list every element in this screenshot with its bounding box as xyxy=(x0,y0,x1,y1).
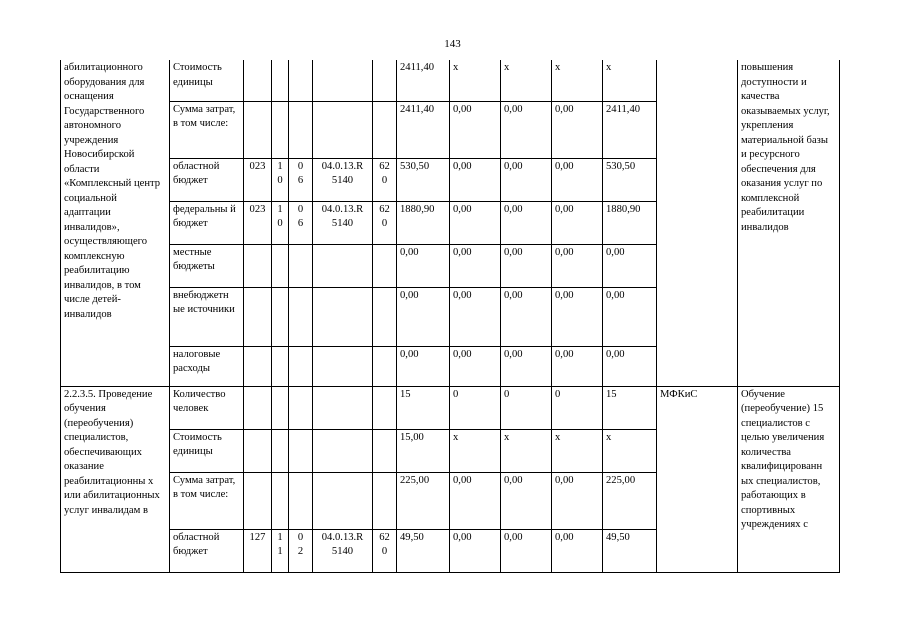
executor-cell: МФКиС xyxy=(657,386,738,572)
value-cell: 2411,40 xyxy=(603,101,657,158)
value-cell: x xyxy=(450,429,501,472)
executor-cell xyxy=(657,60,738,386)
value-cell: 0,00 xyxy=(501,158,552,201)
value-cell: x xyxy=(603,60,657,101)
rz-cell xyxy=(272,429,289,472)
rz-cell xyxy=(272,287,289,346)
value-cell: 49,50 xyxy=(397,529,450,572)
value-cell: 225,00 xyxy=(397,472,450,529)
grbs-cell xyxy=(244,386,272,429)
pr-cell: 0 6 xyxy=(289,158,313,201)
value-cell: 49,50 xyxy=(603,529,657,572)
vr-cell xyxy=(373,287,397,346)
value-cell: 2411,40 xyxy=(397,101,450,158)
value-cell: 530,50 xyxy=(603,158,657,201)
grbs-cell: 023 xyxy=(244,201,272,244)
vr-cell xyxy=(373,386,397,429)
program-table xyxy=(60,60,840,573)
rz-cell xyxy=(272,244,289,287)
indicator-cell: Количество человек xyxy=(170,386,244,429)
pr-cell: 0 2 xyxy=(289,529,313,572)
rz-cell: 1 0 xyxy=(272,201,289,244)
vr-cell xyxy=(373,346,397,386)
value-cell: 0,00 xyxy=(450,201,501,244)
value-cell: 0,00 xyxy=(552,287,603,346)
value-cell: 0,00 xyxy=(603,287,657,346)
csr-cell xyxy=(313,346,373,386)
value-cell: 0,00 xyxy=(450,346,501,386)
rz-cell xyxy=(272,60,289,101)
table-row xyxy=(61,386,840,429)
value-cell: 0,00 xyxy=(552,529,603,572)
value-cell: 0 xyxy=(501,386,552,429)
grbs-cell xyxy=(244,429,272,472)
value-cell: 0,00 xyxy=(552,101,603,158)
value-cell: 0,00 xyxy=(501,346,552,386)
rz-cell xyxy=(272,101,289,158)
vr-cell: 62 0 xyxy=(373,158,397,201)
pr-cell xyxy=(289,244,313,287)
grbs-cell xyxy=(244,472,272,529)
grbs-cell xyxy=(244,346,272,386)
csr-cell xyxy=(313,60,373,101)
measure-description: абилитационного оборудования для оснащения Государственного автономного учреждения Новосибирской области «Комплексный центр социальной адаптации инвалидов», осуществляющего комплексную реабилитацию инвалидов, в том числе детей-инвалидов xyxy=(61,60,170,386)
indicator-cell: областной бюджет xyxy=(170,529,244,572)
value-cell: x xyxy=(603,429,657,472)
pr-cell xyxy=(289,60,313,101)
value-cell: 0,00 xyxy=(397,346,450,386)
table-row xyxy=(61,60,840,101)
value-cell: 0,00 xyxy=(450,158,501,201)
rz-cell xyxy=(272,386,289,429)
value-cell: x xyxy=(552,60,603,101)
value-cell: 0,00 xyxy=(501,201,552,244)
grbs-cell xyxy=(244,244,272,287)
expected-result: Обучение (переобучение) 15 специалистов с целью увеличения количества квалифицированн ых специалистов, работающих в спортивных учреждениях с xyxy=(738,386,840,572)
measure-description: 2.2.3.5. Проведение обучения (переобучения) специалистов, обеспечивающих оказание реабилитационны х или абилитационных услуг инвалидам в xyxy=(61,386,170,572)
rz-cell: 1 1 xyxy=(272,529,289,572)
grbs-cell xyxy=(244,101,272,158)
value-cell: 0,00 xyxy=(501,529,552,572)
vr-cell xyxy=(373,244,397,287)
value-cell: 0,00 xyxy=(450,529,501,572)
value-cell: 15 xyxy=(397,386,450,429)
grbs-cell: 127 xyxy=(244,529,272,572)
grbs-cell xyxy=(244,287,272,346)
value-cell: 0,00 xyxy=(552,201,603,244)
csr-cell xyxy=(313,101,373,158)
csr-cell: 04.0.13.R 5140 xyxy=(313,158,373,201)
indicator-cell: местные бюджеты xyxy=(170,244,244,287)
rz-cell xyxy=(272,346,289,386)
value-cell: 0,00 xyxy=(397,287,450,346)
pr-cell xyxy=(289,101,313,158)
pr-cell xyxy=(289,346,313,386)
value-cell: 0,00 xyxy=(603,244,657,287)
value-cell: 0,00 xyxy=(552,158,603,201)
indicator-cell: внебюджетн ые источники xyxy=(170,287,244,346)
value-cell: x xyxy=(450,60,501,101)
indicator-cell: Стоимость единицы xyxy=(170,60,244,101)
value-cell: 0,00 xyxy=(552,346,603,386)
vr-cell xyxy=(373,101,397,158)
value-cell: 0,00 xyxy=(501,287,552,346)
value-cell: 0,00 xyxy=(450,244,501,287)
value-cell: 225,00 xyxy=(603,472,657,529)
value-cell: 15,00 xyxy=(397,429,450,472)
value-cell: x xyxy=(552,429,603,472)
value-cell: 0,00 xyxy=(450,101,501,158)
grbs-cell: 023 xyxy=(244,158,272,201)
value-cell: 0,00 xyxy=(501,244,552,287)
vr-cell: 62 0 xyxy=(373,201,397,244)
value-cell: 0,00 xyxy=(501,472,552,529)
indicator-cell: налоговые расходы xyxy=(170,346,244,386)
value-cell: x xyxy=(501,60,552,101)
pr-cell xyxy=(289,472,313,529)
value-cell: 0,00 xyxy=(450,472,501,529)
pr-cell xyxy=(289,386,313,429)
indicator-cell: областной бюджет xyxy=(170,158,244,201)
pr-cell xyxy=(289,429,313,472)
csr-cell: 04.0.13.R 5140 xyxy=(313,201,373,244)
value-cell: 530,50 xyxy=(397,158,450,201)
vr-cell xyxy=(373,60,397,101)
grbs-cell xyxy=(244,60,272,101)
value-cell: 0,00 xyxy=(552,472,603,529)
value-cell: 0 xyxy=(552,386,603,429)
expected-result: повышения доступности и качества оказываемых услуг, укрепления материальной базы и ресурсного обеспечения для оказания услуг по комплексной реабилитации инвалидов xyxy=(738,60,840,386)
indicator-cell: федеральны й бюджет xyxy=(170,201,244,244)
rz-cell: 1 0 xyxy=(272,158,289,201)
page-number: 143 xyxy=(444,38,461,50)
vr-cell: 62 0 xyxy=(373,529,397,572)
value-cell: 15 xyxy=(603,386,657,429)
rz-cell xyxy=(272,472,289,529)
indicator-cell: Сумма затрат, в том числе: xyxy=(170,101,244,158)
value-cell: 1880,90 xyxy=(603,201,657,244)
pr-cell: 0 6 xyxy=(289,201,313,244)
value-cell: 0,00 xyxy=(397,244,450,287)
value-cell: x xyxy=(501,429,552,472)
value-cell: 1880,90 xyxy=(397,201,450,244)
value-cell: 0,00 xyxy=(501,101,552,158)
indicator-cell: Сумма затрат, в том числе: xyxy=(170,472,244,529)
indicator-cell: Стоимость единицы xyxy=(170,429,244,472)
csr-cell xyxy=(313,244,373,287)
value-cell: 0,00 xyxy=(450,287,501,346)
vr-cell xyxy=(373,429,397,472)
csr-cell xyxy=(313,429,373,472)
vr-cell xyxy=(373,472,397,529)
pr-cell xyxy=(289,287,313,346)
csr-cell xyxy=(313,386,373,429)
value-cell: 0 xyxy=(450,386,501,429)
value-cell: 0,00 xyxy=(552,244,603,287)
csr-cell xyxy=(313,287,373,346)
value-cell: 2411,40 xyxy=(397,60,450,101)
csr-cell xyxy=(313,472,373,529)
value-cell: 0,00 xyxy=(603,346,657,386)
csr-cell: 04.0.13.R 5140 xyxy=(313,529,373,572)
